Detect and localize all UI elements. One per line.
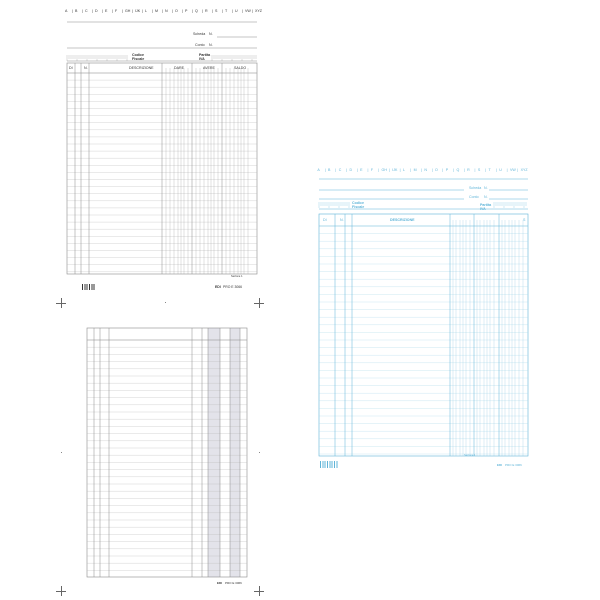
alphabet-tab: A (317, 168, 320, 172)
blue-brand: EDI (497, 463, 503, 467)
alphabet-divider: | (367, 168, 369, 172)
alphabet-tab: N (165, 9, 168, 13)
crop-mark-icon (254, 298, 264, 308)
alphabet-divider: | (152, 9, 153, 13)
alphabet-divider: | (202, 9, 203, 13)
alphabet-divider: | (356, 168, 358, 172)
front-product-code: PRO E 3066 (223, 285, 243, 289)
alphabet-tab: Q (456, 168, 460, 172)
alphabet-tab: U (499, 168, 502, 172)
alphabet-tab: E (360, 168, 363, 172)
alphabet-divider: | (212, 9, 213, 13)
scheda-label: Scheda (193, 32, 206, 36)
alphabet-tab: M (155, 9, 158, 13)
alphabet-tab: T (225, 9, 228, 13)
alphabet-tab: P (185, 9, 188, 13)
alphabet-divider: | (421, 168, 422, 172)
partita-iva-label: Partita IVA (199, 53, 211, 61)
blue-conto-label: Conto (469, 195, 479, 199)
scheda-number-label: N. (209, 32, 213, 36)
conto-label: Conto (195, 43, 205, 47)
front-ledger-grid (62, 6, 262, 296)
shaded-column (230, 328, 240, 577)
alphabet-divider: | (92, 9, 93, 13)
alphabet-divider: | (506, 168, 508, 172)
alphabet-tab: GH (125, 9, 131, 13)
blue-ledger-grid (314, 164, 528, 472)
alphabet-divider: | (82, 9, 83, 13)
crop-mark-icon (56, 586, 66, 596)
codice-fiscale-label: Codice Fiscale (132, 53, 145, 61)
alphabet-divider: | (142, 9, 143, 13)
alphabet-tab: R (205, 9, 208, 13)
alphabet-tab: B (328, 168, 331, 172)
alphabet-divider: | (324, 168, 326, 172)
ledger-table-frame (87, 328, 247, 577)
crop-mark-icon (254, 586, 264, 596)
alphabet-divider: | (442, 168, 444, 172)
alphabet-tab: C (338, 168, 342, 172)
alphabet-tab: Q (195, 9, 198, 13)
alphabet-tab: XYZ (255, 9, 262, 13)
col-avere-header: AVERE (203, 66, 215, 70)
alphabet-divider: | (102, 9, 103, 13)
alphabet-divider: | (335, 168, 337, 172)
alphabet-tab: GH (381, 168, 387, 172)
barcode-icon (82, 284, 96, 290)
alphabet-tab: VW (509, 168, 516, 172)
crop-mark-icon (56, 298, 66, 308)
blue-product-code: PRO E 3066 (505, 463, 522, 467)
alphabet-divider: | (182, 9, 183, 13)
alphabet-tab: A (65, 9, 68, 13)
alphabet-divider: | (122, 9, 123, 13)
blue-ledger-sheet (314, 164, 528, 472)
alphabet-divider: | (72, 9, 73, 13)
back-product-code: PRO E 3066 (225, 581, 242, 585)
alphabet-tab: U (235, 9, 238, 13)
alphabet-divider: | (474, 168, 476, 172)
alphabet-tab: P (445, 168, 449, 172)
alphabet-tab: E (105, 9, 108, 13)
blue-scheda-label: Scheda (469, 186, 482, 190)
alphabet-divider: | (252, 9, 253, 13)
alphabet-tab: R (467, 168, 470, 172)
blue-col-last-header: S (523, 218, 526, 222)
blue-col-date-header: DI (323, 218, 327, 222)
col-date-header: DI (69, 66, 73, 70)
alphabet-divider: | (388, 168, 390, 172)
alphabet-tab: IJK (135, 9, 141, 13)
alphabet-tab: S (477, 168, 481, 172)
alphabet-tab: O (435, 168, 438, 172)
alphabet-tab: T (488, 168, 491, 172)
alphabet-tab: D (95, 9, 98, 13)
alphabet-tab: N (424, 168, 427, 172)
blue-barcode-icon (320, 461, 338, 468)
register-dot (259, 452, 260, 453)
register-dot (165, 302, 166, 303)
conto-number-label: N. (209, 43, 213, 47)
alphabet-tab: F (115, 9, 118, 13)
alphabet-divider: | (399, 168, 401, 172)
alphabet-tab: IJK (392, 168, 398, 172)
back-ledger-grid (82, 320, 254, 592)
front-brand: EDI (215, 285, 221, 289)
alphabet-tab: B (75, 9, 78, 13)
alphabet-divider: | (192, 9, 193, 13)
alphabet-tab: O (175, 9, 178, 13)
alphabet-divider: | (463, 168, 465, 172)
alphabet-divider: | (378, 168, 380, 172)
alphabet-divider: | (162, 9, 163, 13)
back-brand: EDI (217, 581, 223, 585)
alphabet-tab: XYZ (520, 168, 528, 172)
alphabet-tab: D (349, 168, 353, 172)
register-dot (61, 452, 62, 453)
alphabet-tab: L (145, 9, 147, 13)
col-n-header: N. (84, 66, 88, 70)
alphabet-divider: | (485, 168, 487, 172)
col-descrizione-header: DESCRIZIONE (129, 66, 154, 70)
blue-col-descrizione-header: DESCRIZIONE (390, 218, 415, 222)
blue-codice-fiscale-label: Codice Fiscale (352, 201, 365, 209)
alphabet-divider: | (132, 9, 133, 13)
shaded-column (208, 328, 220, 577)
alphabet-divider: | (242, 9, 243, 13)
blue-scheda-number-label: N. (484, 186, 488, 190)
alphabet-divider: | (495, 168, 497, 172)
front-ledger-sheet (62, 6, 262, 296)
alphabet-tab: S (215, 9, 218, 13)
blue-partita-iva-label: Partita IVA (480, 203, 492, 211)
col-saldo-header: SALDO (234, 66, 247, 70)
alphabet-divider: | (232, 9, 233, 13)
alphabet-tab: C (85, 9, 88, 13)
alphabet-divider: | (112, 9, 113, 13)
alphabet-divider: | (222, 9, 223, 13)
blue-footer-note: Sezione 1 (464, 454, 476, 457)
alphabet-tab: VW (245, 9, 251, 13)
blue-col-n-header: N. (340, 218, 344, 222)
alphabet-divider: | (410, 168, 412, 172)
alphabet-divider: | (172, 9, 173, 13)
alphabet-divider: | (453, 168, 455, 172)
back-ledger-sheet (82, 320, 254, 592)
ledger-table-frame (319, 214, 528, 456)
alphabet-divider: | (517, 168, 519, 172)
blue-conto-number-label: N. (484, 195, 488, 199)
col-dare-header: DARE (174, 66, 184, 70)
alphabet-tab: L (402, 168, 405, 172)
alphabet-divider: | (431, 168, 433, 172)
alphabet-tab: F (370, 168, 374, 172)
alphabet-tab: M (413, 168, 417, 172)
alphabet-divider: | (346, 168, 348, 172)
front-footer-note: Sezione 1 (231, 275, 243, 278)
